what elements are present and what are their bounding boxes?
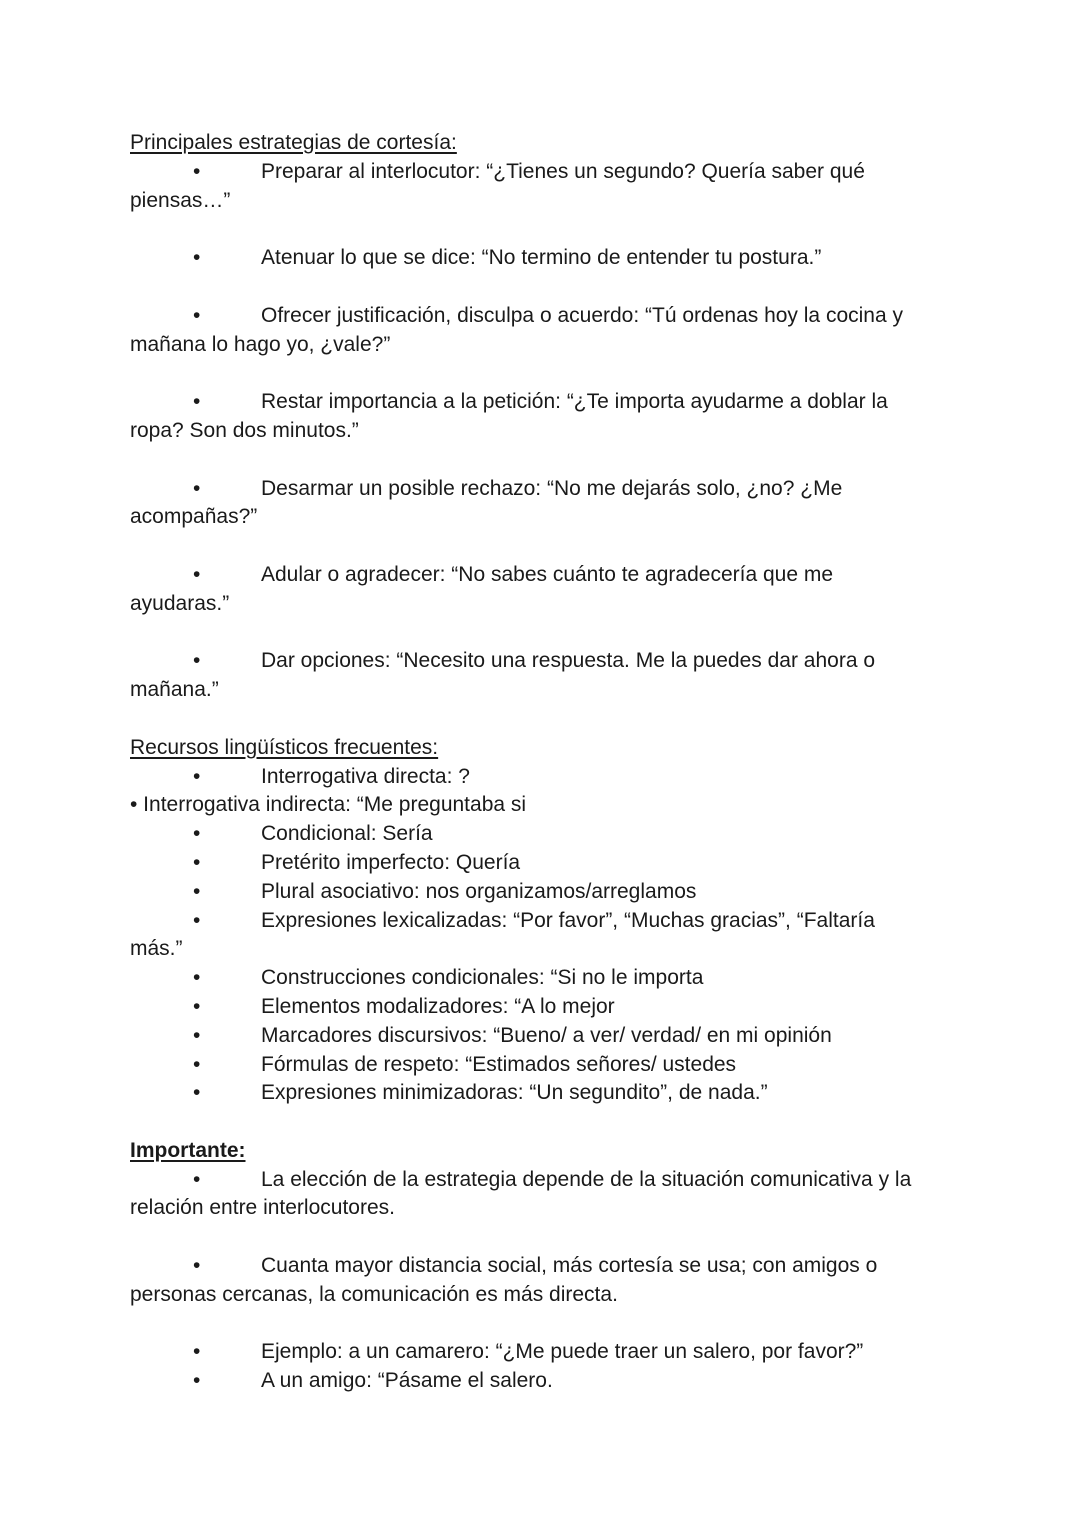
list-item [130, 1166, 950, 1195]
bullet-marker: • [193, 1167, 201, 1191]
list-item-continuation-text: mañana.” [130, 678, 219, 702]
list-item-continuation-text: relación entre interlocutores. [130, 1196, 395, 1220]
spacer [130, 705, 950, 734]
list-item [130, 647, 950, 676]
list-item-text: Interrogativa directa: ? [261, 764, 470, 788]
list-item-text: Marcadores discursivos: “Bueno/ a ver/ verdad/ en mi opinión [261, 1023, 832, 1047]
list-item-text: Dar opciones: “Necesito una respuesta. Me la puedes dar ahora o [261, 649, 876, 673]
list-item-text: Ofrecer justificación, disculpa o acuerdo: “Tú ordenas hoy la cocina y [261, 303, 903, 327]
spacer [130, 1108, 950, 1137]
list-item [130, 1252, 950, 1281]
resources-heading-line [130, 734, 950, 763]
bullet-marker: • [193, 966, 201, 990]
list-item-text: Atenuar lo que se dice: “No termino de entender tu postura.” [261, 246, 822, 270]
list-item-text: Condicional: Sería [261, 822, 433, 846]
list-item-text: Construcciones condicionales: “Si no le importa [261, 966, 704, 990]
spacer [130, 273, 950, 302]
list-item [130, 878, 950, 907]
list-item-text: Preparar al interlocutor: “¿Tienes un segundo? Quería saber qué [261, 159, 865, 183]
list-item [130, 475, 950, 504]
list-item-continuation-text: más.” [130, 937, 183, 961]
list-item-continuation [130, 590, 950, 619]
list-item-continuation [130, 417, 950, 446]
list-item [130, 1338, 950, 1367]
list-item-continuation-text: personas cercanas, la comunicación es más directa. [130, 1282, 618, 1306]
list-item-text: Pretérito imperfecto: Quería [261, 850, 521, 874]
list-item [130, 388, 950, 417]
spacer [130, 619, 950, 648]
list-item [130, 849, 950, 878]
bullet-marker: • [193, 649, 201, 673]
list-item [130, 1079, 950, 1108]
important-heading: Importante: [130, 1138, 246, 1162]
bullet-marker: • [193, 1340, 201, 1364]
bullet-marker: • [193, 822, 201, 846]
bullet-marker: • [193, 159, 201, 183]
list-item-text: La elección de la estrategia depende de la situación comunicativa y la [261, 1167, 912, 1191]
bullet-marker: • [193, 1254, 201, 1278]
list-item [130, 302, 950, 331]
list-item-text: Fórmulas de respeto: “Estimados señores/ ustedes [261, 1052, 737, 1076]
list-item [130, 1051, 950, 1080]
bullet-marker: • [193, 1052, 201, 1076]
bullet-marker: • [193, 303, 201, 327]
list-item-continuation [130, 1281, 950, 1310]
list-item [130, 1367, 950, 1396]
list-item-text: Plural asociativo: nos organizamos/arreglamos [261, 879, 697, 903]
bullet-marker: • [193, 994, 201, 1018]
list-item-continuation [130, 503, 950, 532]
list-item [130, 763, 950, 792]
bullet-marker: • [193, 1369, 201, 1393]
list-item-text: Cuanta mayor distancia social, más cortesía se usa; con amigos o [261, 1254, 878, 1278]
list-item [130, 964, 950, 993]
list-item-text: Ejemplo: a un camarero: “¿Me puede traer un salero, por favor?” [261, 1340, 864, 1364]
bullet-marker: • [193, 1023, 201, 1047]
spacer [130, 215, 950, 244]
list-item-continuation [130, 676, 950, 705]
spacer [130, 359, 950, 388]
list-item [130, 993, 950, 1022]
list-item [130, 791, 950, 820]
list-item-continuation-text: ropa? Son dos minutos.” [130, 418, 359, 442]
spacer [130, 532, 950, 561]
list-item-continuation [130, 187, 950, 216]
list-item [130, 158, 950, 187]
list-item-continuation-text: ayudaras.” [130, 591, 230, 615]
spacer [130, 1310, 950, 1339]
bullet-marker: • [193, 562, 201, 586]
list-item [130, 907, 950, 936]
bullet-marker: • [193, 908, 201, 932]
list-item-continuation [130, 935, 950, 964]
list-item [130, 561, 950, 590]
list-item-text: Desarmar un posible rechazo: “No me dejarás solo, ¿no? ¿Me [261, 476, 843, 500]
list-item-text: Expresiones lexicalizadas: “Por favor”, “Muchas gracias”, “Faltaría [261, 908, 875, 932]
list-item [130, 820, 950, 849]
bullet-marker: • [193, 1081, 201, 1105]
list-item-text: Restar importancia a la petición: “¿Te importa ayudarme a doblar la [261, 390, 888, 414]
list-item-continuation [130, 1194, 950, 1223]
bullet-marker: • [193, 764, 201, 788]
list-item-text: Elementos modalizadores: “A lo mejor [261, 994, 615, 1018]
important-heading-line [130, 1137, 950, 1166]
strategies-heading: Principales estrategias de cortesía: [130, 131, 457, 154]
spacer [130, 1223, 950, 1252]
strategies-heading-line [130, 129, 950, 158]
list-item-continuation-text: acompañas?” [130, 505, 258, 529]
list-item-inline-text: • Interrogativa indirecta: “Me preguntaba si [130, 793, 527, 817]
spacer [130, 446, 950, 475]
bullet-marker: • [193, 246, 201, 270]
list-item-continuation [130, 331, 950, 360]
list-item [130, 1022, 950, 1051]
list-item-text: Adular o agradecer: “No sabes cuánto te agradecería que me [261, 562, 834, 586]
list-item-text: A un amigo: “Pásame el salero. [261, 1369, 553, 1393]
list-item [130, 244, 950, 273]
document-page [130, 129, 950, 1396]
bullet-marker: • [193, 390, 201, 414]
bullet-marker: • [193, 850, 201, 874]
list-item-continuation-text: piensas…” [130, 188, 231, 212]
resources-heading: Recursos lingüísticos frecuentes: [130, 735, 439, 759]
list-item-text: Expresiones minimizadoras: “Un segundito”, de nada.” [261, 1081, 768, 1105]
bullet-marker: • [193, 476, 201, 500]
bullet-marker: • [193, 879, 201, 903]
list-item-continuation-text: mañana lo hago yo, ¿vale?” [130, 332, 391, 356]
